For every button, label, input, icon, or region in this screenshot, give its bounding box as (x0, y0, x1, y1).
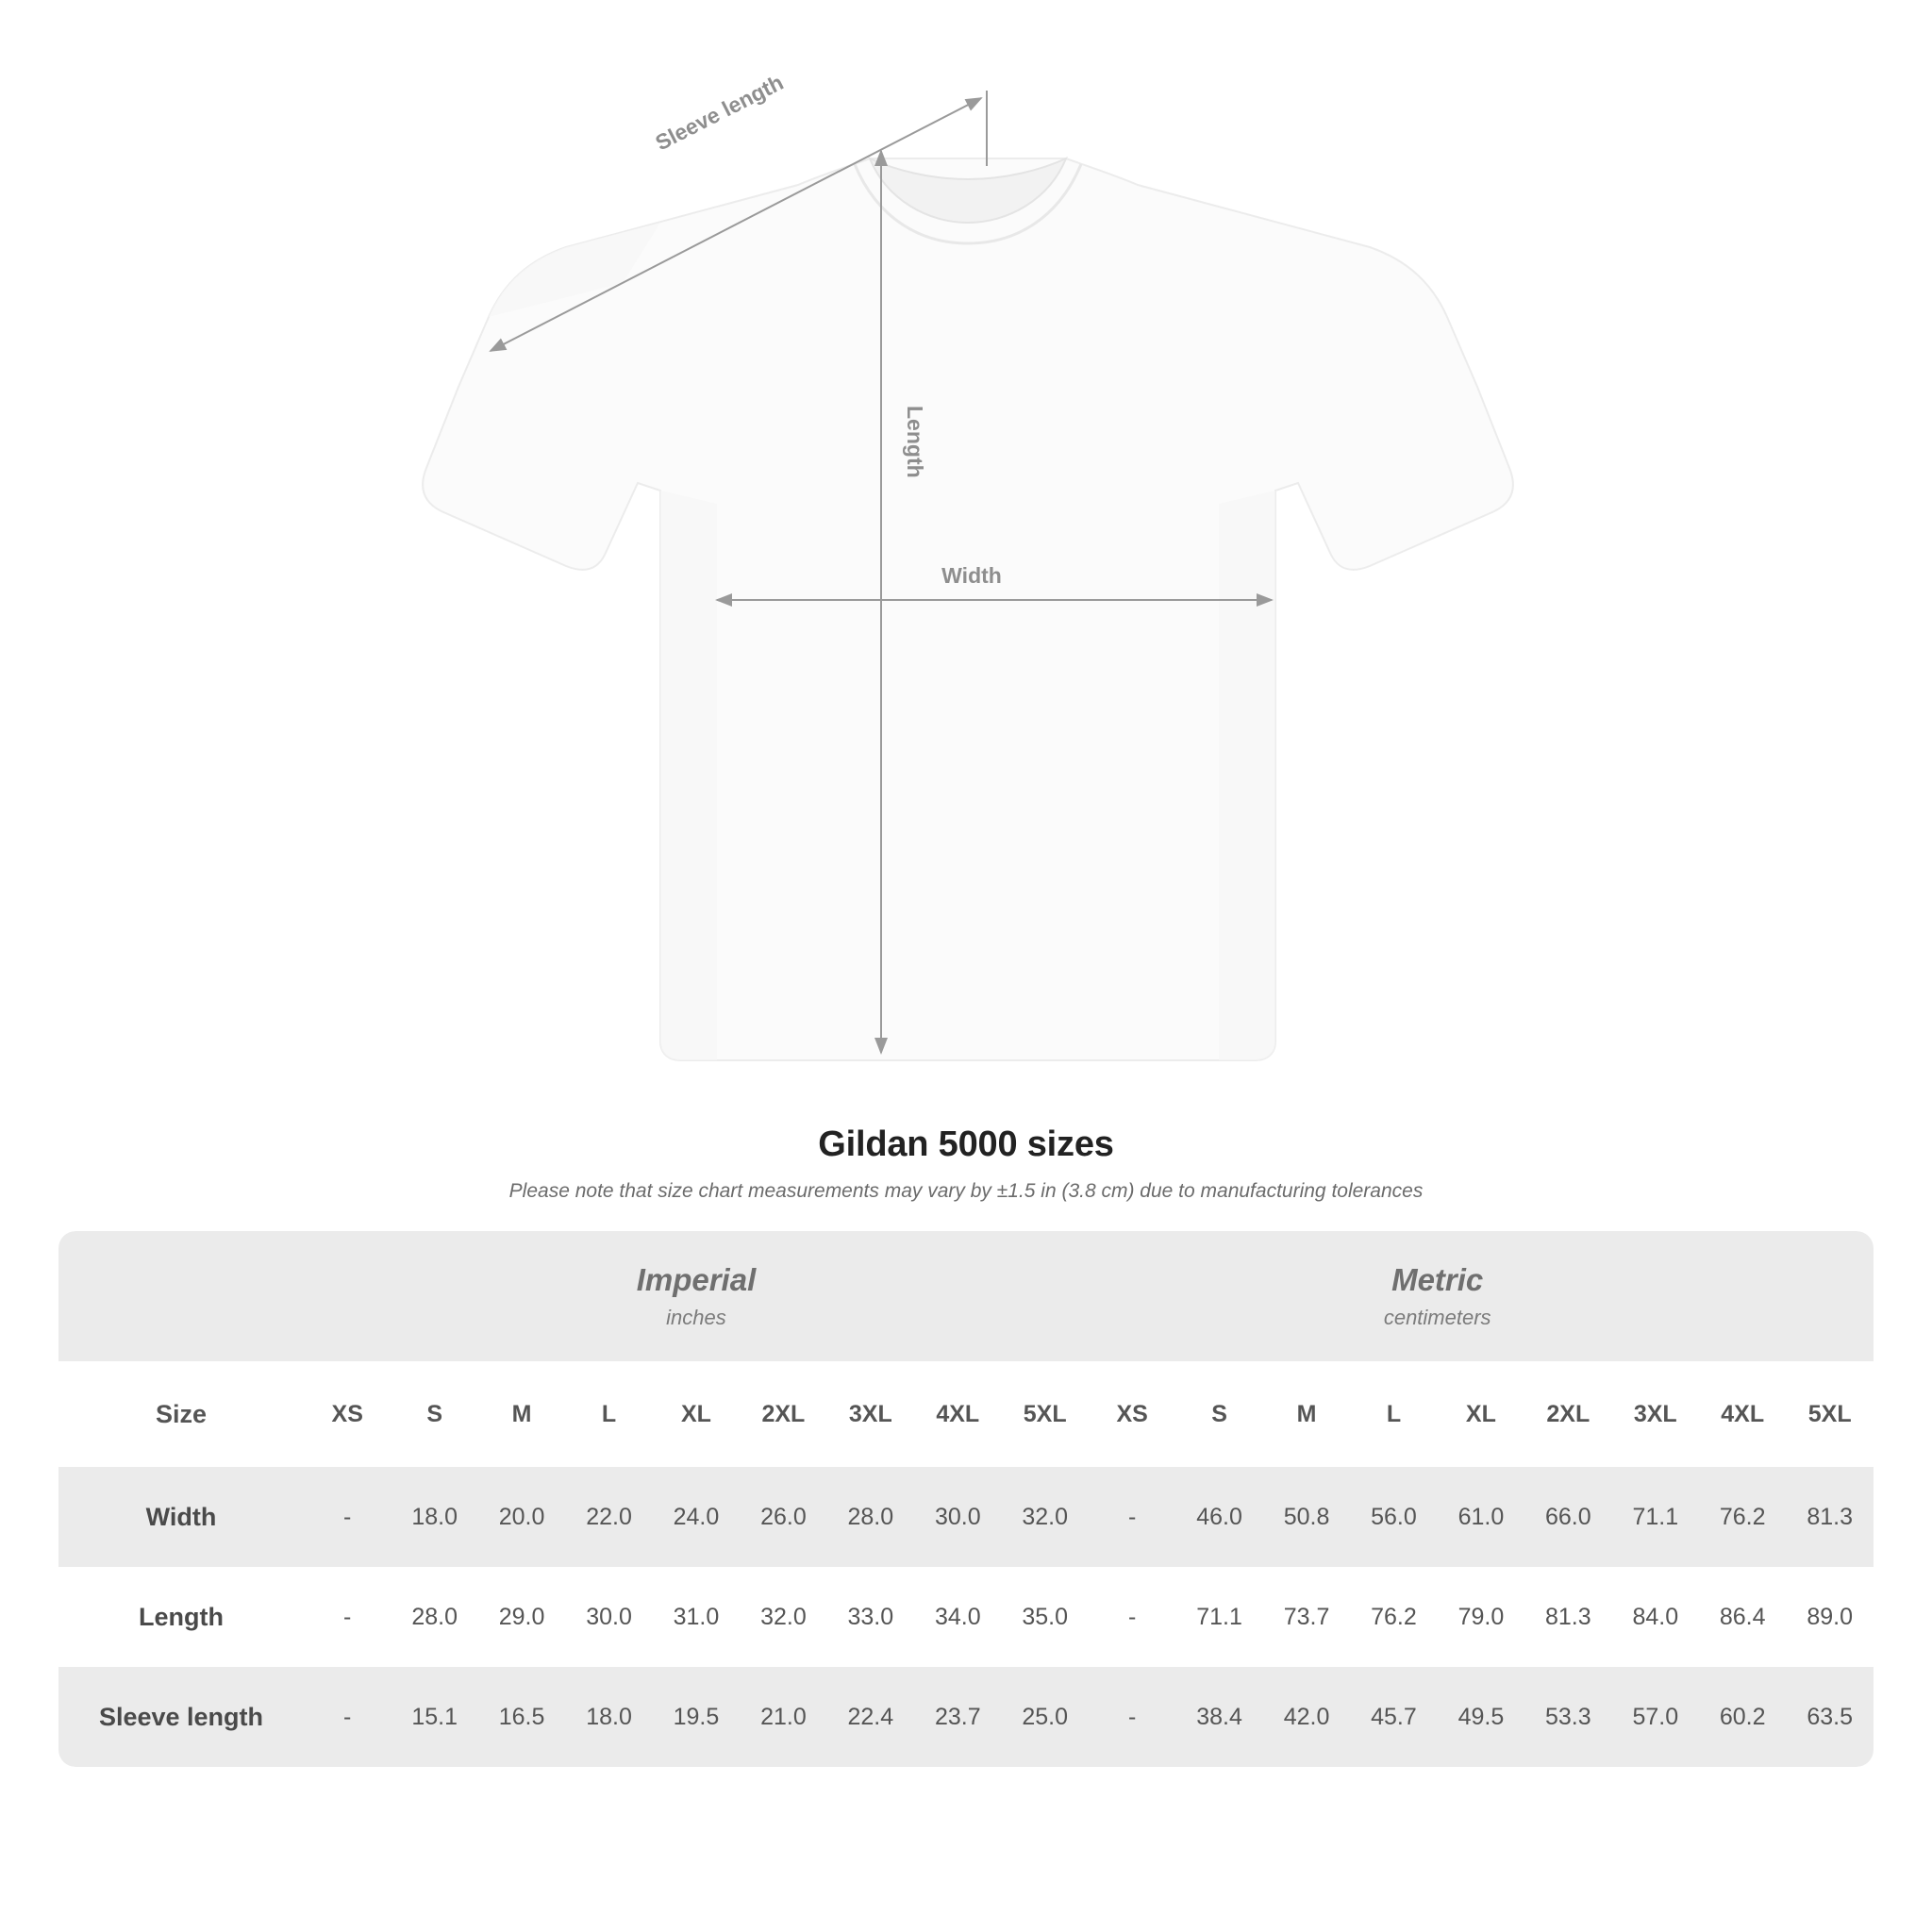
size-header-cell: L (565, 1361, 652, 1467)
table-cell: 23.7 (914, 1667, 1001, 1767)
table-cell: 61.0 (1438, 1467, 1524, 1567)
unit-header-spacer (58, 1231, 304, 1361)
table-cell: 71.1 (1612, 1467, 1699, 1567)
table-cell: 16.5 (478, 1667, 565, 1767)
table-cell: 33.0 (827, 1567, 914, 1667)
size-header-cell: M (478, 1361, 565, 1467)
size-header-cell: 4XL (1699, 1361, 1786, 1467)
table-cell: 76.2 (1699, 1467, 1786, 1567)
table-cell: - (304, 1567, 391, 1667)
table-cell: 18.0 (391, 1467, 477, 1567)
table-cell: 57.0 (1612, 1667, 1699, 1767)
table-cell: 49.5 (1438, 1667, 1524, 1767)
table-row (58, 1567, 1874, 1667)
table-cell: 30.0 (914, 1467, 1001, 1567)
heading-block (0, 1124, 1932, 1203)
table-row (58, 1667, 1874, 1767)
size-header-cell: S (1175, 1361, 1262, 1467)
table-cell: - (1089, 1567, 1175, 1667)
table-cell: - (1089, 1467, 1175, 1567)
table-cell: 31.0 (653, 1567, 740, 1667)
table-cell: 66.0 (1524, 1467, 1611, 1567)
length-label: Length (903, 406, 927, 478)
size-header-label: Size (58, 1361, 304, 1467)
table-cell: 79.0 (1438, 1567, 1524, 1667)
tshirt-shape (423, 158, 1513, 1060)
table-cell: 71.1 (1175, 1567, 1262, 1667)
table-cell: 63.5 (1786, 1667, 1874, 1767)
table-cell: 32.0 (1002, 1467, 1089, 1567)
unit-group-metric (1089, 1231, 1787, 1361)
table-cell: 29.0 (478, 1567, 565, 1667)
unit-group-imperial (304, 1231, 1089, 1361)
table-cell: 34.0 (914, 1567, 1001, 1667)
size-table (58, 1231, 1874, 1767)
table-cell: 28.0 (827, 1467, 914, 1567)
size-header-cell: XS (1089, 1361, 1175, 1467)
table-cell: 22.4 (827, 1667, 914, 1767)
table-cell: 24.0 (653, 1467, 740, 1567)
unit-header-row (58, 1231, 1874, 1361)
table-cell: 73.7 (1263, 1567, 1350, 1667)
table-cell: 18.0 (565, 1667, 652, 1767)
table-cell: 38.4 (1175, 1667, 1262, 1767)
page-title: Gildan 5000 sizes (818, 1124, 1114, 1164)
size-header-cell: L (1350, 1361, 1437, 1467)
table-cell: 21.0 (740, 1667, 826, 1767)
row-label-sleeve-length: Sleeve length (58, 1667, 304, 1767)
table-cell: 22.0 (565, 1467, 652, 1567)
table-cell: 89.0 (1786, 1567, 1874, 1667)
size-table-wrapper (58, 1231, 1874, 1767)
unit-group-imperial-sub: inches (666, 1306, 726, 1329)
table-cell: 15.1 (391, 1667, 477, 1767)
table-cell: 32.0 (740, 1567, 826, 1667)
table-cell: 30.0 (565, 1567, 652, 1667)
unit-group-metric-sub: centimeters (1383, 1306, 1491, 1329)
size-header-cell: 3XL (827, 1361, 914, 1467)
width-label: Width (941, 563, 1002, 588)
sleeve-length-label: Sleeve length (651, 69, 788, 156)
table-cell: 56.0 (1350, 1467, 1437, 1567)
table-cell: 81.3 (1786, 1467, 1874, 1567)
table-cell: - (1089, 1667, 1175, 1767)
unit-header-spacer-right (1786, 1231, 1874, 1361)
table-cell: 53.3 (1524, 1667, 1611, 1767)
size-header-row (58, 1361, 1874, 1467)
table-cell: 26.0 (740, 1467, 826, 1567)
row-label-width: Width (58, 1467, 304, 1567)
size-header-cell: XS (304, 1361, 391, 1467)
table-cell: 50.8 (1263, 1467, 1350, 1567)
size-header-cell: XL (653, 1361, 740, 1467)
table-cell: 60.2 (1699, 1667, 1786, 1767)
table-cell: 46.0 (1175, 1467, 1262, 1567)
table-cell: - (304, 1667, 391, 1767)
tolerance-note: Please note that size chart measurements may vary by ±1.5 in (3.8 cm) due to manufacturing tolerances (508, 1180, 1424, 1202)
table-cell: 19.5 (653, 1667, 740, 1767)
table-cell: 84.0 (1612, 1567, 1699, 1667)
table-cell: 35.0 (1002, 1567, 1089, 1667)
size-header-cell: 5XL (1786, 1361, 1874, 1467)
table-row (58, 1467, 1874, 1567)
size-header-cell: M (1263, 1361, 1350, 1467)
table-cell: 20.0 (478, 1467, 565, 1567)
table-cell: 28.0 (391, 1567, 477, 1667)
unit-group-metric-name: Metric (1391, 1262, 1484, 1297)
table-cell: 25.0 (1002, 1667, 1089, 1767)
unit-group-imperial-name: Imperial (636, 1262, 757, 1297)
table-cell: 81.3 (1524, 1567, 1611, 1667)
size-header-cell: 4XL (914, 1361, 1001, 1467)
table-cell: 45.7 (1350, 1667, 1437, 1767)
table-cell: - (304, 1467, 391, 1567)
size-header-cell: S (391, 1361, 477, 1467)
table-cell: 86.4 (1699, 1567, 1786, 1667)
size-header-cell: 3XL (1612, 1361, 1699, 1467)
size-header-cell: 2XL (1524, 1361, 1611, 1467)
table-cell: 76.2 (1350, 1567, 1437, 1667)
table-cell: 42.0 (1263, 1667, 1350, 1767)
size-header-cell: XL (1438, 1361, 1524, 1467)
row-label-length: Length (58, 1567, 304, 1667)
size-header-cell: 2XL (740, 1361, 826, 1467)
size-header-cell: 5XL (1002, 1361, 1089, 1467)
